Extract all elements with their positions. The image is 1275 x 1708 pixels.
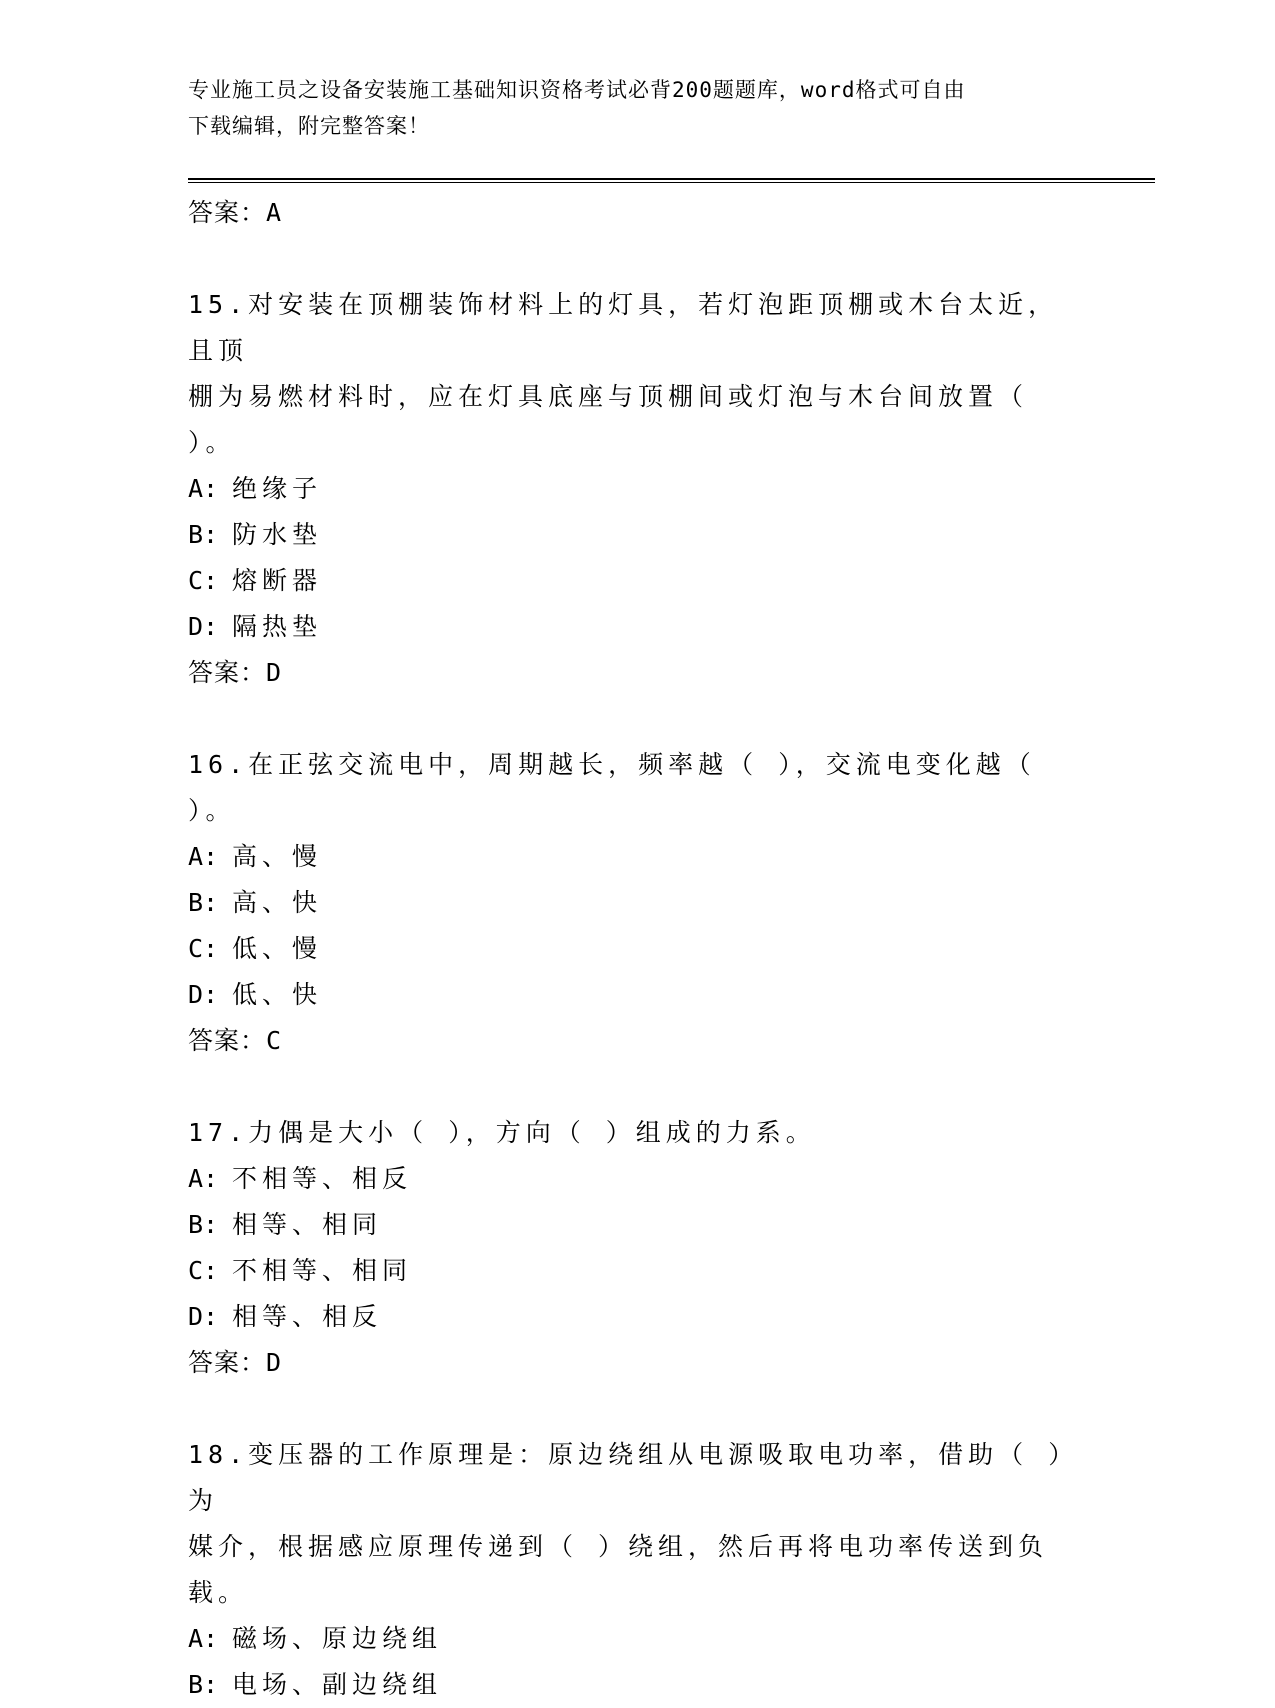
answer-line <box>188 190 1088 236</box>
option-c <box>188 1248 1088 1294</box>
option-a <box>188 466 1088 512</box>
option-letter: B: <box>188 888 219 917</box>
option-b <box>188 1202 1088 1248</box>
option-text: 不相等、相同 <box>232 1256 413 1285</box>
option-letter: B: <box>188 1670 219 1699</box>
answer-line <box>188 650 1088 696</box>
option-text: 电场、副边绕组 <box>232 1670 443 1699</box>
answer-value: D <box>266 1348 283 1377</box>
option-c <box>188 926 1088 972</box>
option-text: 磁场、原边绕组 <box>232 1624 443 1653</box>
option-d <box>188 972 1088 1018</box>
document-body <box>188 190 1088 1708</box>
option-text: 相等、相反 <box>232 1302 383 1331</box>
answer-label: 答案： <box>188 658 267 687</box>
option-text: 防水垫 <box>232 520 323 549</box>
option-a <box>188 834 1088 880</box>
option-c <box>188 558 1088 604</box>
option-b <box>188 1662 1088 1708</box>
option-letter: B: <box>188 1210 219 1239</box>
answer-line <box>188 1018 1088 1064</box>
question-stem <box>188 742 1088 834</box>
option-text: 熔断器 <box>232 566 323 595</box>
question-15 <box>188 282 1088 696</box>
option-text: 低、快 <box>232 980 323 1009</box>
option-letter: A: <box>188 1164 219 1193</box>
question-stem-line-1: 15.对安装在顶棚装饰材料上的灯具，若灯泡距顶棚或木台太近，且顶 <box>188 290 1059 365</box>
answer-line <box>188 1340 1088 1386</box>
option-text: 相等、相同 <box>232 1210 383 1239</box>
question-stem-line-1: 18.变压器的工作原理是：原边绕组从电源吸取电功率，借助（ ）为 <box>188 1440 1079 1515</box>
header-line-2: 下载编辑，附完整答案！ <box>188 114 430 138</box>
option-letter: B: <box>188 520 219 549</box>
page-header <box>188 72 1088 144</box>
option-letter: C: <box>188 1256 219 1285</box>
option-letter: C: <box>188 934 219 963</box>
option-letter: C: <box>188 566 219 595</box>
option-letter: A: <box>188 1624 219 1653</box>
option-d <box>188 604 1088 650</box>
option-text: 高、快 <box>232 888 323 917</box>
option-text: 隔热垫 <box>232 612 323 641</box>
option-text: 绝缘子 <box>232 474 323 503</box>
option-d <box>188 1294 1088 1340</box>
header-line-1: 专业施工员之设备安装施工基础知识资格考试必背200题题库，word格式可自由 <box>188 78 966 102</box>
question-stem-line-2: 棚为易燃材料时，应在灯具底座与顶棚间或灯泡与木台间放置（ ）。 <box>188 382 1029 457</box>
option-letter: D: <box>188 612 219 641</box>
option-letter: A: <box>188 842 219 871</box>
answer-value: A <box>266 198 283 227</box>
question-17 <box>188 1110 1088 1386</box>
question-stem-line-1: 17.力偶是大小（ ），方向（ ）组成的力系。 <box>188 1118 816 1147</box>
option-text: 低、慢 <box>232 934 323 963</box>
option-letter: A: <box>188 474 219 503</box>
option-text: 不相等、相反 <box>232 1164 413 1193</box>
question-stem-line-1: 16.在正弦交流电中，周期越长，频率越（ ），交流电变化越（ ）。 <box>188 750 1036 825</box>
option-letter: D: <box>188 1302 219 1331</box>
option-b <box>188 880 1088 926</box>
answer-label: 答案： <box>188 1026 267 1055</box>
answer-value: D <box>266 658 283 687</box>
header-divider <box>188 178 1155 183</box>
option-b <box>188 512 1088 558</box>
option-a <box>188 1616 1088 1662</box>
question-stem <box>188 1110 1088 1156</box>
answer-value: C <box>266 1026 283 1055</box>
option-a <box>188 1156 1088 1202</box>
answer-label: 答案： <box>188 198 267 227</box>
question-stem-line-2: 媒介，根据感应原理传递到（ ）绕组，然后再将电功率传送到负载。 <box>188 1532 1049 1607</box>
question-18 <box>188 1432 1088 1708</box>
option-text: 高、慢 <box>232 842 323 871</box>
question-stem <box>188 282 1088 466</box>
option-letter: D: <box>188 980 219 1009</box>
answer-label: 答案： <box>188 1348 267 1377</box>
question-stem <box>188 1432 1088 1616</box>
question-16 <box>188 742 1088 1064</box>
